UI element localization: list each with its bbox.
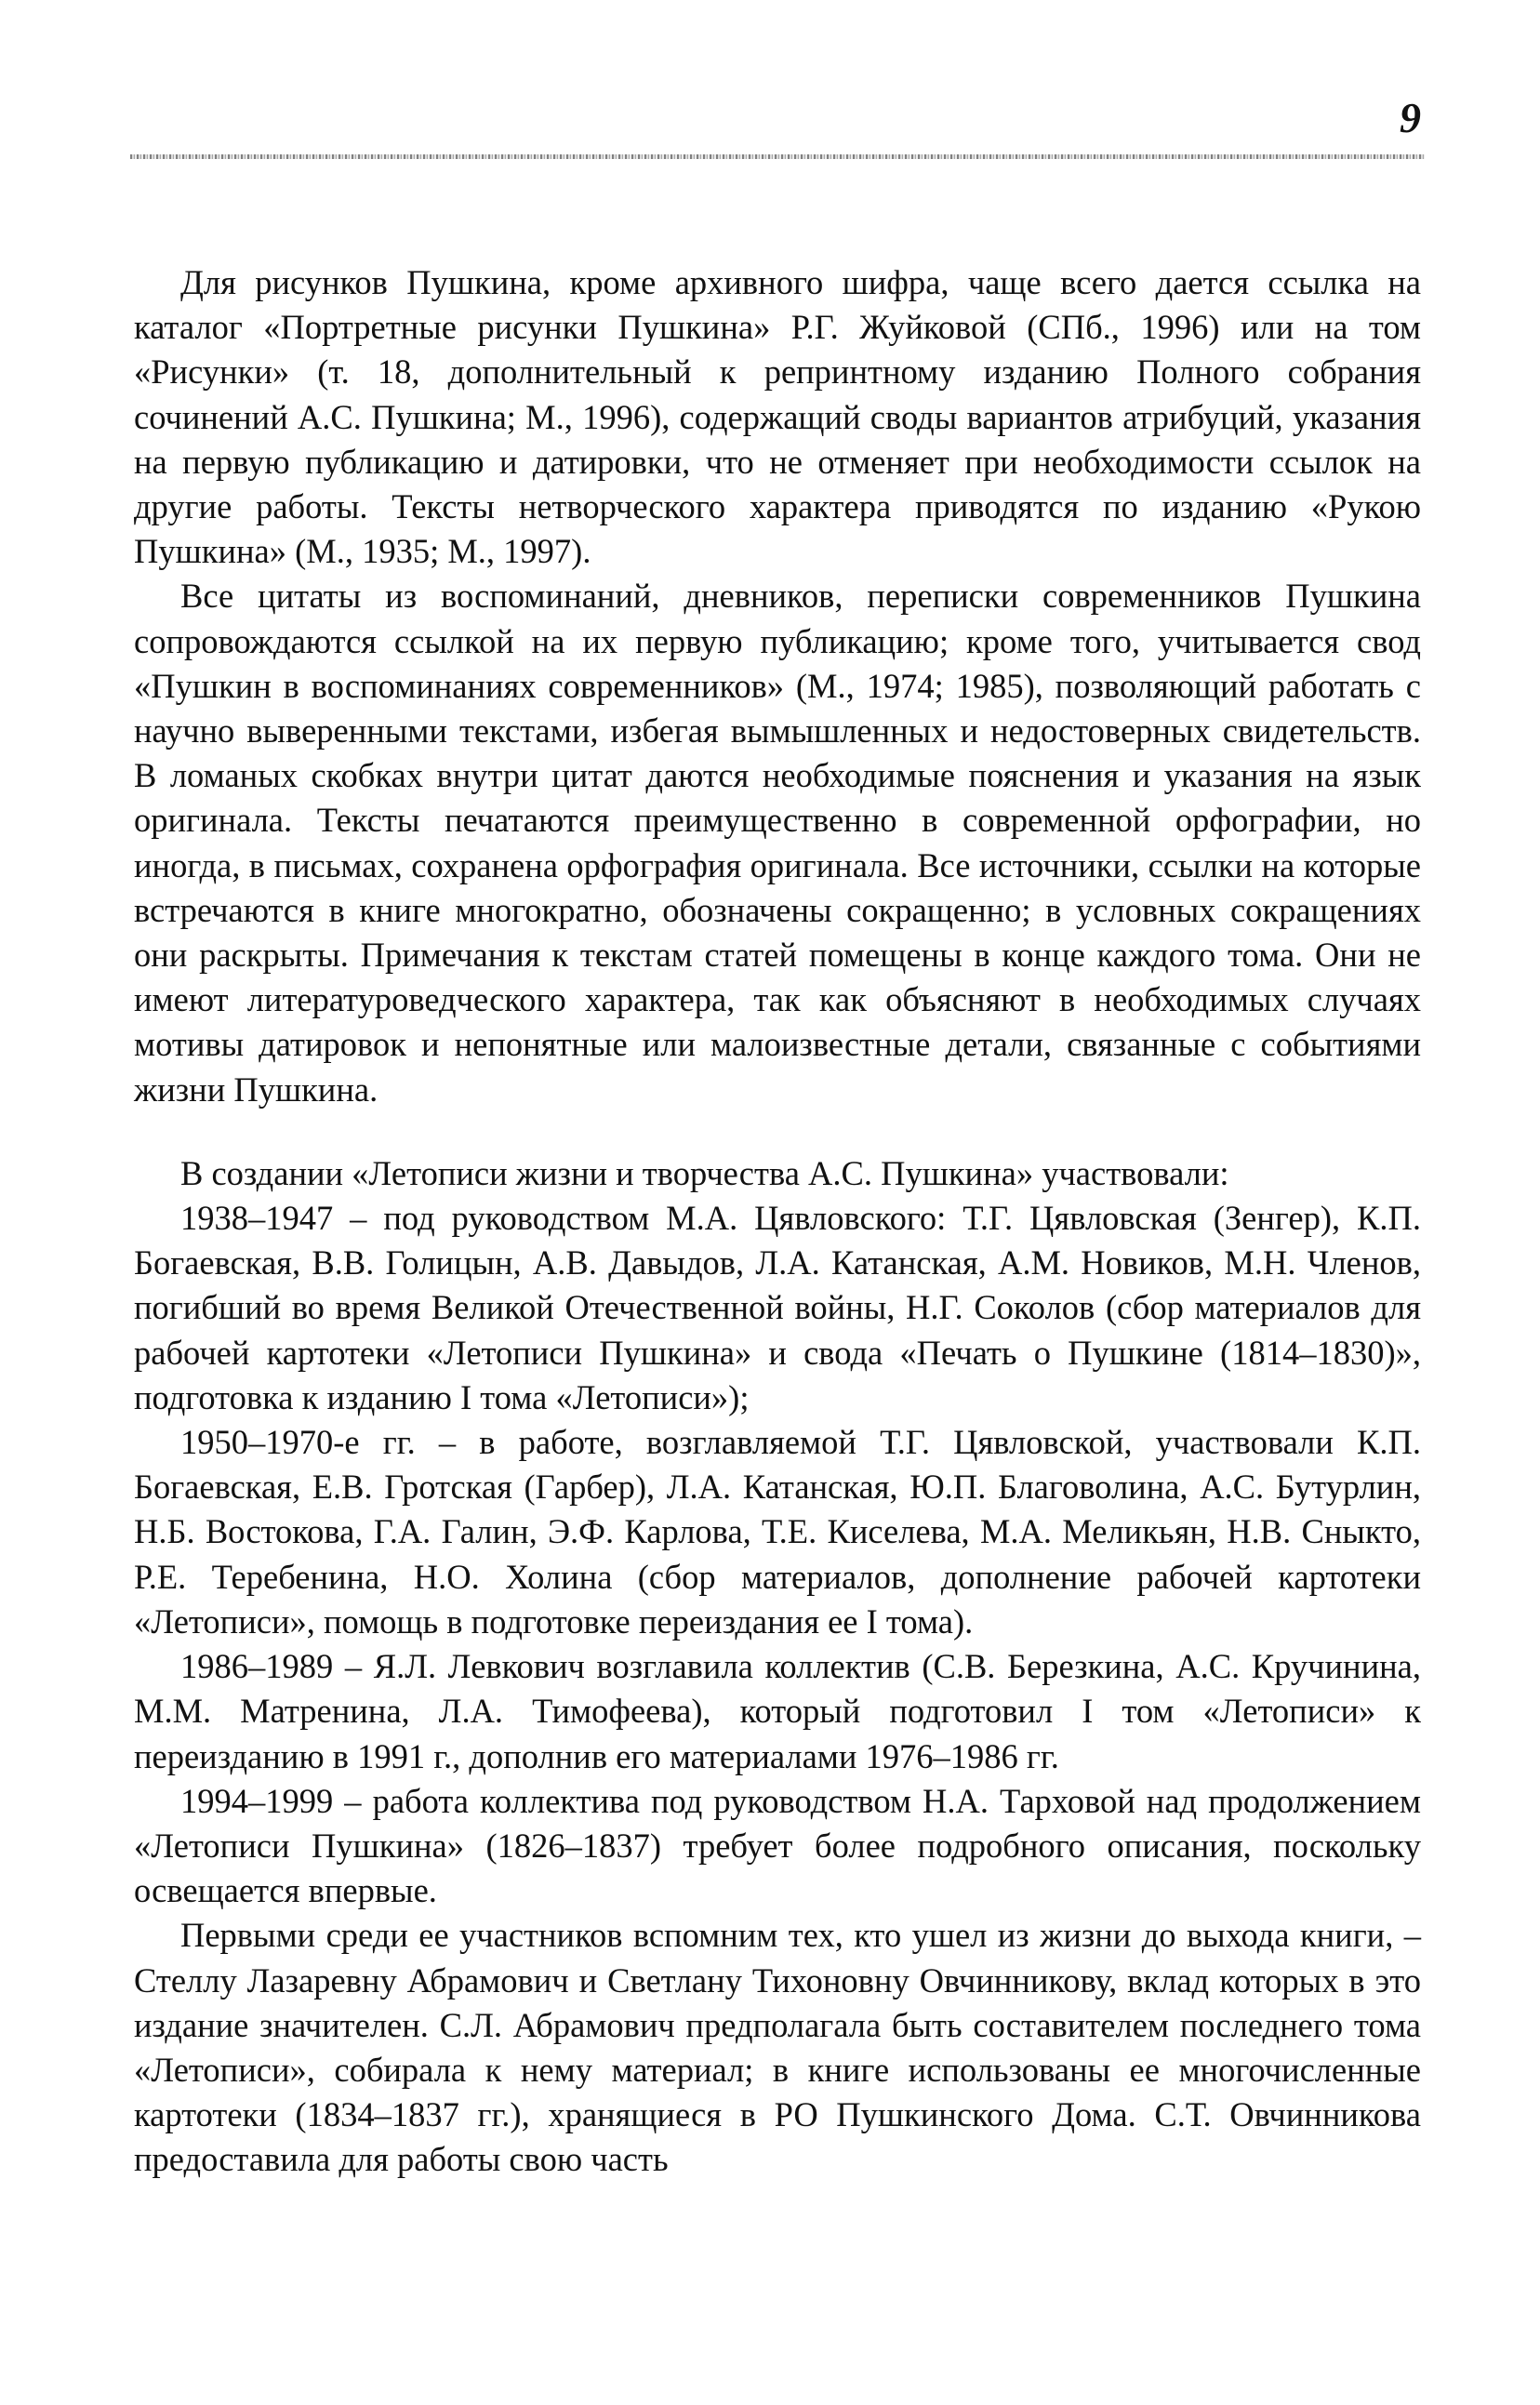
paragraph-1950-1970: 1950–1970-е гг. – в работе, возглавляемой Т.Г. Цявловской, участвовали К.П. Богаевская, Е.В. Гротская (Гарбер), Л.А. Катанская, Ю.П. Благоволина, А.С. Бутурлин, Н.Б. Востокова, Г.А. Галин, Э.Ф. Карлова, Т.Е. Киселева, М.А. Меликьян, Н.В. Сныкто, Р.Е. Теребенина, Н.О. Холина (сбор материалов, дополнение рабочей картотеки «Летописи», помощь в подготовке переиздания ее I тома). (134, 1423, 1421, 1641)
paragraph-memorial: Первыми среди ее участников вспомним тех, кто ушел из жизни до выхода книги, – Стеллу Лазаревну Абрамович и Светлану Тихоновну Овчинникову, вклад которых в это издание значителен. С.Л. Абрамович предполагала быть составителем последнего тома «Летописи», собирала к нему материал; в книге использованы ее многочисленные картотеки (1834–1837 гг.), хранящиеся в РО Пушкинского Дома. С.Т. Овчинникова предоставила для работы свою часть (134, 1916, 1421, 2179)
paragraph-1994-1999: 1994–1999 – работа коллектива под руководством Н.А. Тарховой над продолжением «Летописи Пушкина» (1826–1837) требует более подробного описания, поскольку освещается впервые. (134, 1781, 1421, 1910)
paragraph-1938-1947: 1938–1947 – под руководством М.А. Цявловского: Т.Г. Цявловская (Зенгер), К.П. Богаевская, В.В. Голицын, А.В. Давыдов, Л.А. Катанская, А.М. Новиков, М.Н. Членов, погибший во время Великой Отечественной войны, Н.Г. Соколов (сбор материалов для рабочей картотеки «Летописи Пушкина» и свода «Печать о Пушкине (1814–1830)», подготовка к изданию I тома «Летописи»); (134, 1199, 1421, 1416)
paragraph-drawings: Для рисунков Пушкина, кроме архивного шифра, чаще всего дается ссылка на каталог «Портретные рисунки Пушкина» Р.Г. Жуйковой (СПб., 1996) или на том «Рисунки» (т. 18, дополнительный к репринтному изданию Полного собрания сочинений А.С. Пушкина; М., 1996), содержащий своды вариантов атрибуций, указания на первую публикацию и датировки, что не отменяет при необходимости ссылок на другие работы. Тексты нетворческого характера приводятся по изданию «Рукою Пушкина» (М., 1935; М., 1997). (134, 263, 1421, 571)
paragraph-citations: Все цитаты из воспоминаний, дневников, переписки современников Пушкина сопровождаются ссылкой на их первую публикацию; кроме того, учитывается свод «Пушкин в воспоминаниях современников» (М., 1974; 1985), позволяющий работать с научно выверенными текстами, избегая вымышленных и недостоверных свидетельств. В ломаных скобках внутри цитат даются необходимые пояснения и указания на язык оригинала. Тексты печатаются преимущественно в современной орфографии, но иногда, в письмах, сохранена орфография оригинала. Все источники, ссылки на которые встречаются в книге многократно, обозначены сокращенно; в условных сокращениях они раскрыты. Примечания к текстам статей помещены в конце каждого тома. Они не имеют литературоведческого характера, так как объясняют в необходимых случаях мотивы датировок и непонятные или малоизвестные детали, связанные с событиями жизни Пушкина. (134, 577, 1421, 1109)
text-body (134, 260, 1421, 2183)
header-rule (130, 154, 1425, 159)
paragraph-contributors-intro: В создании «Летописи жизни и творчества А.С. Пушкина» участвовали: (180, 1153, 1229, 1192)
paragraph-1986-1989: 1986–1989 – Я.Л. Левкович возглавила коллектив (С.В. Березкина, А.С. Кручинина, М.М. Матренина, Л.А. Тимофеева), который подготовил I том «Летописи» к переизданию в 1991 г., дополнив его материалами 1976–1986 гг. (134, 1647, 1421, 1775)
page-number: 9 (1400, 94, 1421, 141)
